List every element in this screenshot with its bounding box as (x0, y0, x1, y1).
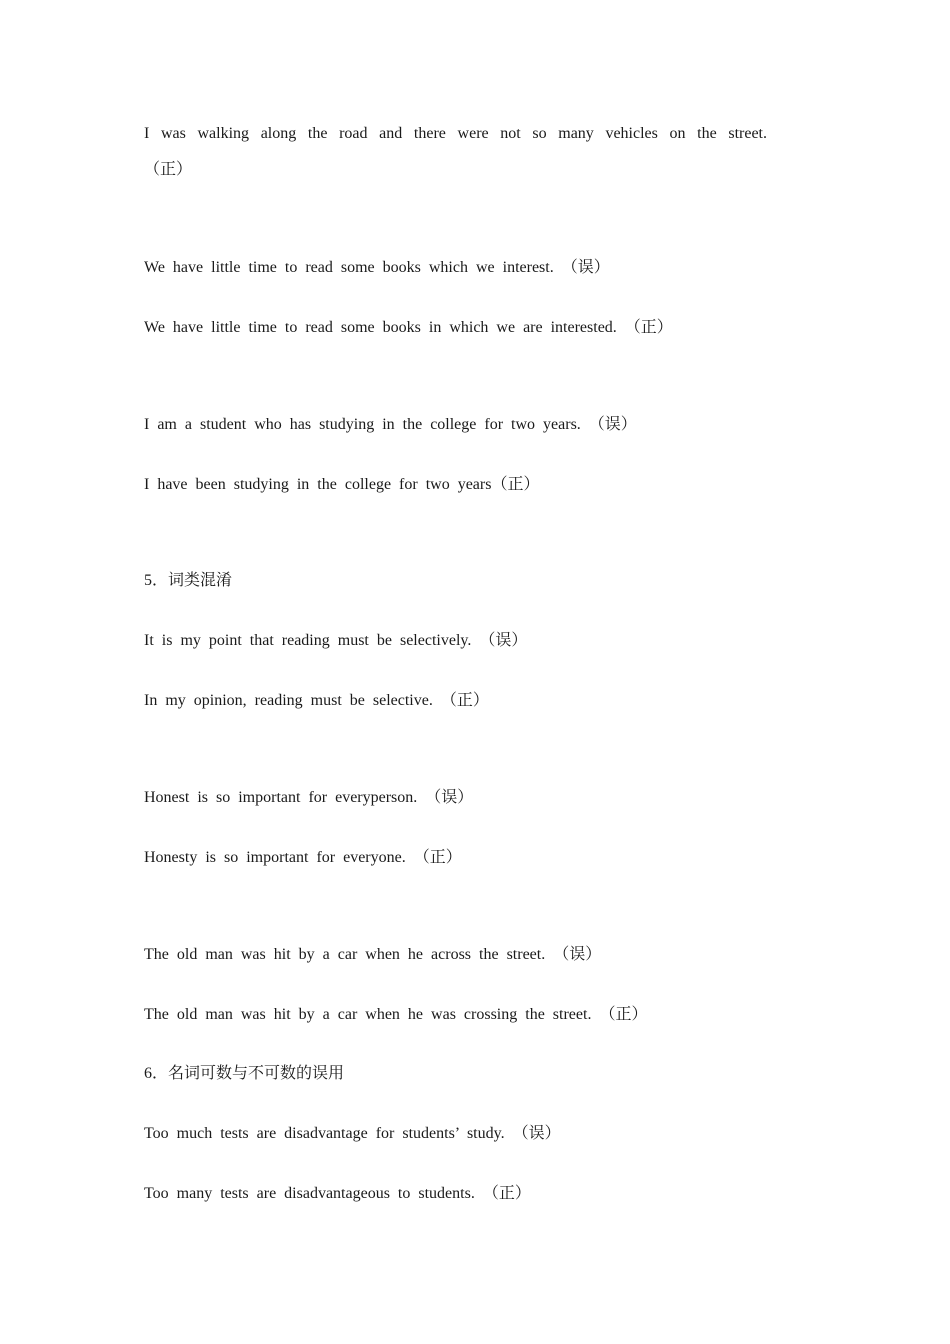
sentence-line (144, 945, 601, 965)
sentence-text: The old man was hit by a car when he across the street. (144, 946, 546, 963)
sentence-line (144, 160, 192, 180)
sentence-line (144, 631, 527, 651)
section-heading-text: 5．词类混淆 (144, 572, 233, 589)
section-heading-text: 6．名词可数与不可数的误用 (144, 1065, 345, 1082)
sentence-line (144, 788, 473, 808)
sentence-text: I have been studying in the college for two years (144, 476, 492, 493)
sentence-text: I am a student who has studying in the college for two years. (144, 416, 581, 433)
sentence-text: Honesty is so important for everyone. (144, 849, 406, 866)
error-mark: （误） (588, 416, 637, 433)
section-heading (144, 571, 232, 591)
sentence-text: Too much tests are disadvantage for students’ study. (144, 1125, 505, 1142)
correct-mark: （正） (624, 319, 673, 336)
sentence-line (144, 124, 767, 144)
error-mark: （误） (512, 1125, 561, 1142)
sentence-line (144, 691, 489, 711)
error-mark: （误） (553, 946, 602, 963)
sentence-text: In my opinion, reading must be selective. (144, 692, 433, 709)
sentence-line (144, 1124, 561, 1144)
error-mark: （误） (425, 789, 474, 806)
sentence-text: Honest is so important for everyperson. (144, 789, 418, 806)
sentence-line (144, 415, 637, 435)
correct-mark: （正） (144, 161, 193, 178)
sentence-line (144, 475, 539, 495)
section-heading (144, 1064, 344, 1084)
sentence-text: Too many tests are disadvantageous to students. (144, 1185, 475, 1202)
correct-mark: （正） (440, 692, 489, 709)
correct-mark: （正） (413, 849, 462, 866)
error-mark: （误） (479, 632, 528, 649)
error-mark: （误） (561, 259, 610, 276)
sentence-line (144, 848, 462, 868)
sentence-text: We have little time to read some books in which we are interested. (144, 319, 617, 336)
sentence-text: The old man was hit by a car when he was crossing the street. (144, 1006, 592, 1023)
correct-mark: （正） (482, 1185, 531, 1202)
sentence-line (144, 318, 673, 338)
sentence-line (144, 1184, 531, 1204)
sentence-text: I was walking along the road and there were not so many vehicles on the street. (144, 125, 767, 142)
sentence-text: We have little time to read some books which we interest. (144, 259, 554, 276)
sentence-line (144, 258, 610, 278)
sentence-line (144, 1005, 647, 1025)
sentence-text: It is my point that reading must be selectively. (144, 632, 472, 649)
correct-mark: （正） (599, 1006, 648, 1023)
correct-mark: （正） (491, 476, 540, 493)
